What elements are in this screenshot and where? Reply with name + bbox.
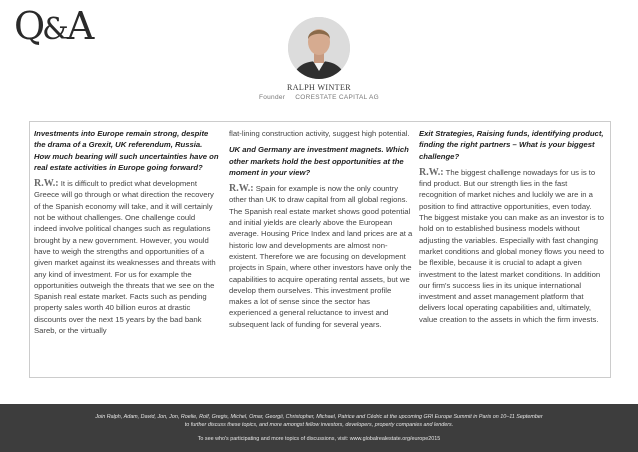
answer-1-continuation: flat-lining construction activity, suggest high potential. bbox=[229, 129, 410, 138]
answer-1 bbox=[34, 178, 220, 336]
speaker-role bbox=[230, 94, 408, 101]
question-1: Investments into Europe remain strong, despite the drama of a Grexit, UK referendum, Russia. How much bearing will such uncertainties have on real estate activities in Europe going forward? bbox=[34, 129, 219, 172]
interview-column-2 bbox=[229, 128, 413, 335]
answer-2-text: Spain for example is now the only country other than UK to draw capital from all global regions. The Spanish real estate market shows good potential and initial yields are clearly above the European average. Housing Price Index and land prices are at a historic low and developments are almost non-existent. Therefore we are focusing on development projects in Spain, where other investors have only the capabilities to acquire operating rental assets, but we develop them ourselves. This investment profile makes a lot of sense since the sector has experienced a general reluctance to invest and subsequent lack of funding for several years. bbox=[229, 184, 413, 329]
speaker-name: RALPH WINTER bbox=[287, 83, 351, 92]
footer-link-text: To see who's participating and more topics of discussions, visit: www.globalrealestate.org/europe2015 bbox=[197, 436, 441, 442]
logo-ampersand: & bbox=[42, 12, 67, 47]
speaker-photo bbox=[288, 17, 350, 79]
answer-3-initials: R.W.: bbox=[419, 166, 444, 178]
question-2: UK and Germany are investment magnets. Which other markets hold the best opportunities at the moment in your view? bbox=[229, 145, 409, 177]
speaker-title: Founder bbox=[258, 94, 286, 101]
answer-3 bbox=[419, 167, 605, 325]
answer-3-text: The biggest challenge nowadays for us is to find product. But our strength lies in the fast recognition of market niches and luckily we are in a position to find attractive opportunities, even today. The biggest mistake you can make as an investor is to hold on to established business models without adjusting the variables. Especially with fast changing market conditions and global money flows you need to be flexible, because it is crucial to adapt a given investment to the latest market conditions. In addition our firm's success lies in its unique international investment and asset management platform that delivers local operating capabilities and, ultimately, value creation to the assets in which the firm invests. bbox=[419, 167, 605, 324]
footer-line-1: Join Ralph, Adam, David, Jon, Jon, Roelie, Rolf, Gregis, Michel, Omar, Georgii, Christopher, Michael, Patrice and Cédric at the upcoming GRI Europe Summit in Paris on 10–11 September bbox=[95, 414, 543, 420]
logo-a: A bbox=[66, 4, 92, 48]
interview-column-3 bbox=[419, 128, 605, 330]
speaker-company: CORESTATE CAPITAL AG bbox=[295, 94, 380, 101]
answer-2-initials: R.W.: bbox=[229, 183, 254, 195]
interview-column-1 bbox=[34, 128, 220, 341]
footer-line-2: to further discuss these topics, and more amongst fellow investors, developers, property companies and lenders. bbox=[184, 422, 454, 428]
footer-invitation bbox=[30, 413, 608, 429]
answer-1-initials: R.W.: bbox=[34, 178, 59, 190]
logo-q: Q bbox=[14, 4, 43, 48]
qa-logo bbox=[14, 6, 91, 50]
question-3: Exit Strategies, Raising funds, identifying product, finding the right partners – What is your biggest challenge? bbox=[419, 129, 604, 161]
answer-2 bbox=[229, 183, 413, 330]
footer-banner bbox=[0, 404, 638, 452]
answer-1-text: It is difficult to predict what development Greece will go through or what direction the recovery of the Spanish economy will take, and it will certainly not be without challenges. One challenge could indeed involve political changes such as regulations brought by a new government. However, you would have to weigh the strengths and opportunities of a given market against its weaknesses and threats with any kind of investment. For us for example the opportunities outweigh the threats that we see on the Spanish real estate market. Facts such as pending property sales worth 40 billion euros at drastic discounts over the next 15 years by the bad bank Sareb, or the virtually bbox=[34, 179, 216, 336]
